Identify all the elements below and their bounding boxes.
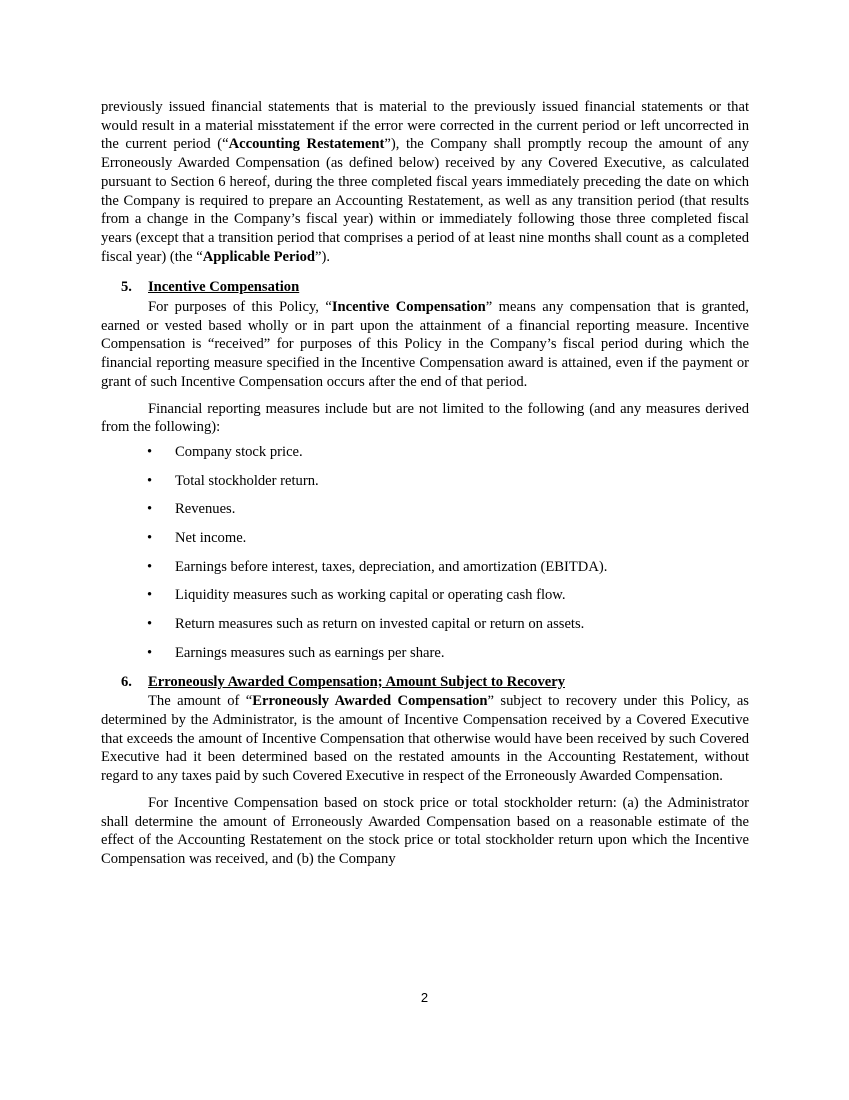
list-item [101,615,749,634]
page-number: 2 [420,990,429,1005]
section-6-paragraph-1 [101,692,749,786]
defined-term-erroneously-awarded-compensation: Erroneously Awarded Compensation [252,693,488,710]
list-item-text: Company stock price. [175,443,303,460]
bullet-icon: • [147,443,153,460]
section-6-number: 6. [121,673,132,690]
list-item [101,644,749,663]
section-5-number: 5. [121,279,132,296]
s5p1-text-2: ” means any compensation that is granted, earned or vested based wholly or in part upon the attainment of a financial reporting measure. Incentive Compensation is “received” for purposes of this Policy in the Company’s fiscal period during which the financial reporting measure specified in the Incentive Compensation award is attained, even if the payment or grant of such Incentive Compensation occurs after the end of that period. [101,299,749,390]
list-item [101,529,749,548]
intro-text-2: ”), the Company shall promptly recoup the amount of any Erroneously Awarded Compensation (as defined below) received by any Covered Executive, as calculated pursuant to Section 6 hereof, during the three completed fiscal years immediately preceding the date on which the Company is required to prepare an Accounting Restatement, as well as any transition period (that results from a change in the Company’s fiscal year) within or immediately following those three completed fiscal years (except that a transition period that comprises a period of at least nine months shall count as a completed fiscal year) (the “ [101,136,749,265]
list-item-text: Earnings before interest, taxes, depreciation, and amortization (EBITDA). [175,558,608,575]
defined-term-accounting-restatement: Accounting Restatement [228,136,385,153]
list-item-text: Revenues. [175,501,236,518]
bullet-icon: • [147,616,153,633]
list-item [101,558,749,577]
intro-text-3: ”). [314,248,330,265]
list-item [101,586,749,605]
bullet-icon: • [147,587,153,604]
s6p1-text-1: The amount of “ [148,693,253,710]
bullet-icon: • [147,558,153,575]
intro-text-1: previously issued financial statements that is material to the previously issued financial statements or that would result in a material misstatement if the error were corrected in the current period or left uncorrected in the current period (“ [101,99,749,153]
section-6-heading [121,673,749,692]
document-page [101,98,749,869]
bullet-icon: • [147,530,153,547]
bullet-icon: • [147,644,153,661]
financial-measures-list [101,443,749,663]
section-5-paragraph-2: Financial reporting measures include but are not limited to the following (and any measures derived from the following): [101,400,749,436]
section-5-title: Incentive Compensation [148,279,300,296]
bullet-icon: • [147,501,153,518]
section-5-paragraph-1 [101,298,749,392]
list-item-text: Liquidity measures such as working capital or operating cash flow. [175,587,566,604]
list-item [101,443,749,462]
section-5-heading [121,278,749,297]
section-6-title: Erroneously Awarded Compensation; Amount Subject to Recovery [148,673,565,690]
list-item [101,500,749,519]
list-item [101,472,749,491]
list-item-text: Total stockholder return. [175,472,319,489]
section-6-paragraph-2: For Incentive Compensation based on stock price or total stockholder return: (a) the Administrator shall determine the amount of Erroneously Awarded Compensation based on a reasonable estimate of the effect of the Accounting Restatement on the stock price or total stockholder return upon which the Incentive Compensation was received, and (b) the Company [101,794,749,867]
intro-paragraph [101,98,749,266]
s6p1-text-2: ” subject to recovery under this Policy, as determined by the Administrator, is the amount of Incentive Compensation received by a Covered Executive that exceeds the amount of Incentive Compensation that otherwise would have been received by such Covered Executive had it been determined based on the restated amounts in the Accounting Restatement, without regard to any taxes paid by such Covered Executive in respect of the Erroneously Awarded Compensation. [101,693,749,785]
list-item-text: Return measures such as return on invested capital or return on assets. [175,616,585,633]
defined-term-applicable-period: Applicable Period [202,248,315,265]
list-item-text: Earnings measures such as earnings per share. [175,644,445,661]
defined-term-incentive-compensation: Incentive Compensation [331,299,486,316]
s5p1-text-1: For purposes of this Policy, “ [148,299,332,316]
bullet-icon: • [147,472,153,489]
list-item-text: Net income. [175,530,247,547]
